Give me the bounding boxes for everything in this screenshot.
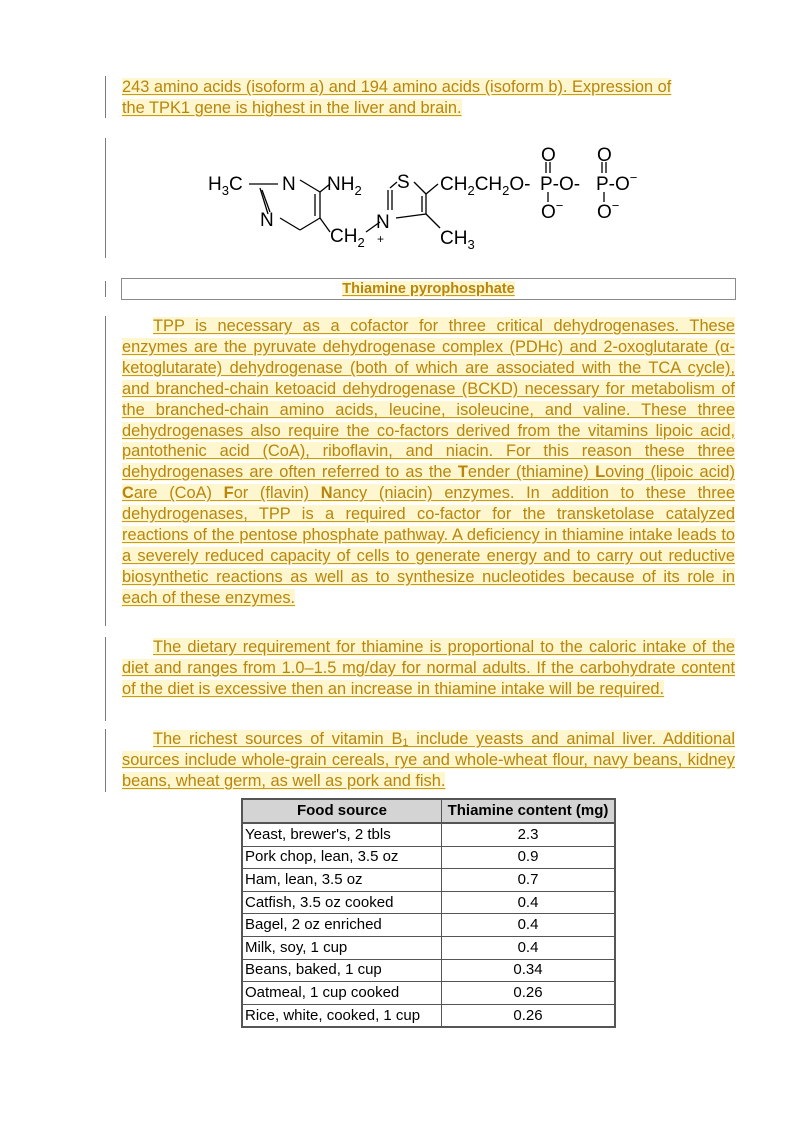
thiamine-food-table bbox=[241, 798, 616, 1028]
value-cell: 0.9 bbox=[442, 846, 616, 869]
intro-line-2: the TPK1 gene is highest in the liver and brain. bbox=[122, 98, 462, 117]
para1-text: TPP is necessary as a cofactor for three critical dehydrogenases. These enzymes are the pyruvate dehydrogenase complex (PDHc) and 2-oxoglutarate (α-ketoglutarate) dehydrogenase (both of which are associated with the TCA cycle), and branched-chain ketoacid dehydrogenase (BCKD) necessary for metabolism of the branched-chain amino acids, leucine, isoleucine, and valine. These three dehydrogenases also require the co-factors derived from the vitamins lipoic acid, pantothenic acid (CoA), riboflavin, and niacin. For this reason these three dehydrogenases are often referred to as the Tender (thiamine) Loving (lipoic acid) Care (CoA) For (flavin) Nancy (niacin) enzymes. In addition to these three dehydrogenases, TPP is a required co-factor for the transketolase catalyzed reactions of the pentose phosphate pathway. A deficiency in thiamine intake leads to a severely reduced capacity of cells to generate energy and to carry out reductive biosynthetic reactions as well as to synthesize nucleotides because of its role in each of these enzymes. bbox=[122, 317, 735, 607]
chem-ch2: $CH_2$ bbox=[330, 226, 365, 250]
table-row bbox=[242, 891, 615, 914]
food-cell: Rice, white, cooked, 1 cup bbox=[242, 1004, 442, 1027]
value-cell: 0.4 bbox=[442, 891, 616, 914]
chem-p1: P-O- bbox=[540, 174, 581, 195]
table-row bbox=[242, 959, 615, 982]
change-bar bbox=[105, 637, 106, 721]
para3-text: The richest sources of vitamin $B_1$ include yeasts and animal liver. Additional sources include whole-grain cereals, rye and whole-wheat flour, navy beans, kidney beans, wheat germ, as well as pork and fish. bbox=[122, 730, 735, 790]
food-cell: Milk, soy, 1 cup bbox=[242, 936, 442, 959]
table-row bbox=[242, 869, 615, 892]
change-bar bbox=[105, 76, 106, 118]
chem-h3c: $H_3C$ bbox=[208, 174, 243, 198]
paragraph-sources bbox=[122, 729, 735, 792]
food-cell: Beans, baked, 1 cup bbox=[242, 959, 442, 982]
para2-text: The dietary requirement for thiamine is proportional to the caloric intake of the diet and ranges from 1.0–1.5 mg/day for normal adults. If the carbohydrate content of the diet is excessive then an increase in thiamine intake will be required. bbox=[122, 638, 735, 698]
table-row bbox=[242, 1004, 615, 1027]
paragraph-dietary-requirement bbox=[122, 637, 735, 700]
chem-plus: + bbox=[377, 232, 385, 246]
chem-o-top1: O bbox=[541, 145, 556, 166]
value-cell: 0.4 bbox=[442, 936, 616, 959]
table-row bbox=[242, 846, 615, 869]
food-cell: Ham, lean, 3.5 oz bbox=[242, 869, 442, 892]
value-cell: 0.7 bbox=[442, 869, 616, 892]
change-bar bbox=[105, 281, 106, 297]
chem-ch3: $CH_3$ bbox=[440, 228, 475, 250]
intro-paragraph bbox=[122, 77, 735, 119]
food-cell: Oatmeal, 1 cup cooked bbox=[242, 982, 442, 1005]
change-bar bbox=[105, 316, 106, 626]
chem-n-plus: N bbox=[376, 212, 390, 233]
table-row bbox=[242, 823, 615, 846]
figure-caption-box bbox=[121, 278, 736, 300]
table-header-row bbox=[242, 799, 615, 823]
value-cell: 0.26 bbox=[442, 982, 616, 1005]
table-row bbox=[242, 982, 615, 1005]
chem-o-bot2: O− bbox=[597, 198, 620, 223]
thiamine-pyrophosphate-structure bbox=[200, 140, 660, 250]
food-cell: Catfish, 3.5 oz cooked bbox=[242, 891, 442, 914]
chem-s: S bbox=[397, 172, 410, 193]
header-food-source: Food source bbox=[242, 799, 442, 823]
chem-n2: N bbox=[260, 210, 274, 231]
chem-o-top2: O bbox=[597, 145, 612, 166]
header-thiamine-content: Thiamine content (mg) bbox=[442, 799, 616, 823]
food-cell: Bagel, 2 oz enriched bbox=[242, 914, 442, 937]
chem-chain: $CH_2CH_2O-$ bbox=[440, 174, 531, 198]
table-row bbox=[242, 936, 615, 959]
chem-o-bot1: O− bbox=[541, 198, 564, 223]
chem-p2: P-O− bbox=[596, 170, 638, 195]
paragraph-tpp-cofactor bbox=[122, 316, 735, 609]
change-bar bbox=[105, 138, 106, 258]
chem-nh2: $NH_2$ bbox=[327, 174, 362, 198]
change-bar bbox=[105, 729, 106, 792]
value-cell: 2.3 bbox=[442, 823, 616, 846]
figure-caption: Thiamine pyrophosphate bbox=[342, 281, 515, 297]
value-cell: 0.4 bbox=[442, 914, 616, 937]
value-cell: 0.34 bbox=[442, 959, 616, 982]
food-cell: Pork chop, lean, 3.5 oz bbox=[242, 846, 442, 869]
food-cell: Yeast, brewer's, 2 tbls bbox=[242, 823, 442, 846]
chem-n1: N bbox=[282, 174, 296, 195]
intro-line-1: 243 amino acids (isoform a) and 194 amino acids (isoform b). Expression of bbox=[122, 78, 672, 96]
table-row bbox=[242, 914, 615, 937]
value-cell: 0.26 bbox=[442, 1004, 616, 1027]
